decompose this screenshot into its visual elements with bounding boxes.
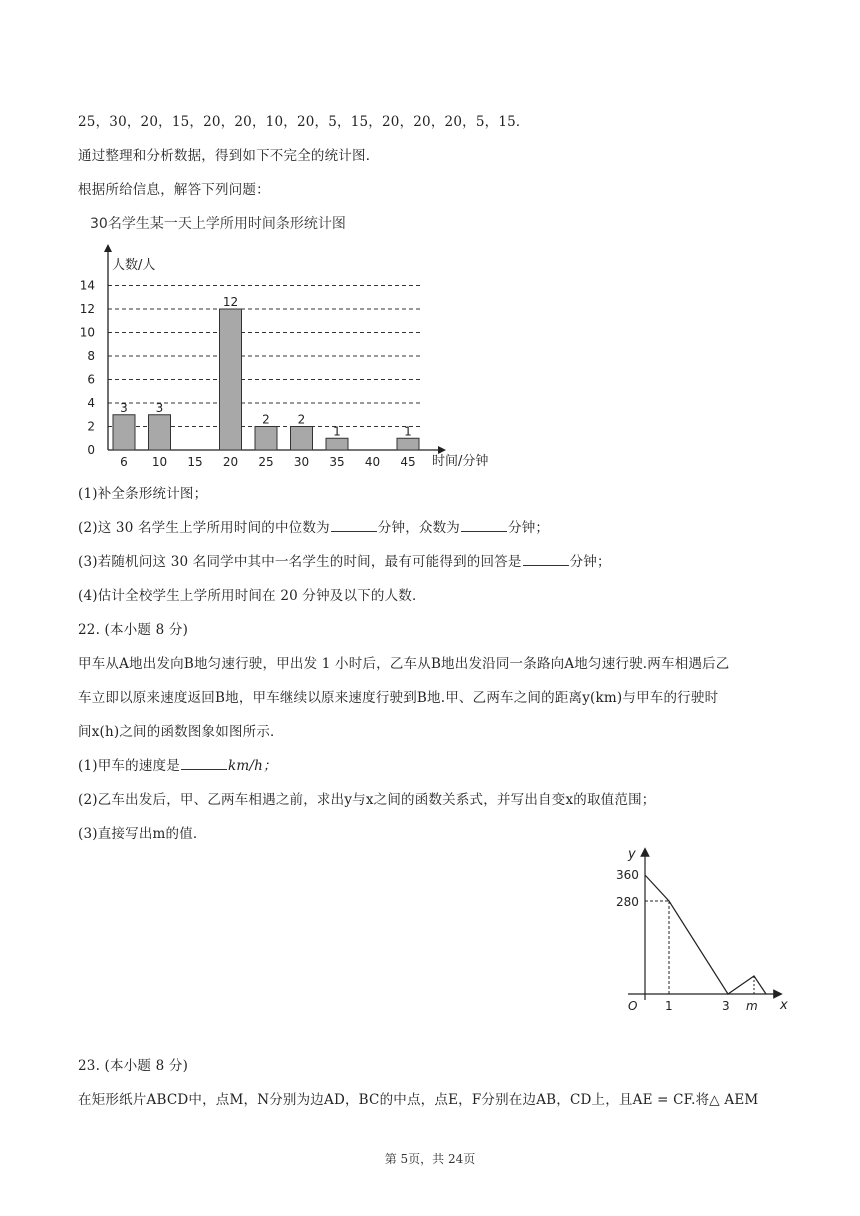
x-tick-label: 35 bbox=[329, 455, 345, 469]
bar-value-label: 1 bbox=[404, 424, 412, 439]
y-tick-label: 14 bbox=[79, 278, 95, 293]
x-label-3: 3 bbox=[722, 999, 730, 1013]
answer-blank bbox=[181, 756, 227, 770]
q21-part2-c: 分钟； bbox=[508, 520, 550, 536]
bar bbox=[326, 438, 348, 450]
q21-part4: (4)估计全校学生上学所用时间在 20 分钟及以下的人数． bbox=[78, 588, 426, 604]
x-label-1: 1 bbox=[665, 999, 673, 1013]
x-axis-label: x bbox=[780, 998, 788, 1013]
q22-paragraph-1: 甲车从A地出发向B地匀速行驶，甲出发 1 小时后，乙车从B地出发沿同一条路向A地匀速行驶.两车相遇后乙 bbox=[78, 656, 730, 672]
x-tick-label: 30 bbox=[293, 455, 310, 469]
q21-part1: (1)补全条形统计图； bbox=[78, 486, 208, 502]
data-row: 25，30，20，15，20，20，10，20，5，15，20，20，20，5，15． bbox=[78, 114, 530, 130]
x-tick-label: 40 bbox=[364, 455, 381, 469]
x-axis-label: 时间/分钟 bbox=[432, 454, 489, 469]
q23-paragraph-1: 在矩形纸片ABCD中，点M，N分别为边AD，BC的中点，点E，F分别在边AB，CD上，且AE = CF.将△ AEM bbox=[78, 1092, 759, 1108]
q22-paragraph-3: 间x(h)之间的函数图象如图所示． bbox=[78, 724, 284, 740]
y-tick-label: 10 bbox=[79, 325, 95, 340]
function-graph bbox=[608, 842, 798, 1022]
bar-chart bbox=[70, 208, 520, 474]
x-tick-label: 15 bbox=[187, 455, 203, 469]
answer-blank bbox=[461, 518, 507, 532]
y-axis-arrow bbox=[104, 244, 112, 252]
bar-value-label: 12 bbox=[222, 295, 239, 309]
q22-part1 bbox=[78, 756, 277, 776]
q21-part2-a: (2)这 30 名学生上学所用时间的中位数为 bbox=[78, 520, 330, 536]
y-tick-label: 4 bbox=[87, 396, 95, 410]
q22-part3: (3)直接写出m的值． bbox=[78, 826, 207, 842]
q21-part3 bbox=[78, 552, 611, 572]
y-tick-label: 6 bbox=[87, 372, 95, 387]
bar-value-label: 3 bbox=[155, 400, 164, 415]
bar bbox=[397, 438, 419, 450]
y-axis-label: 人数/人 bbox=[112, 258, 156, 273]
x-tick-label: 6 bbox=[120, 455, 128, 469]
bar bbox=[149, 415, 171, 450]
q22-paragraph-2: 车立即以原来速度返回B地，甲车继续以原来速度行驶到B地.甲、乙两车之间的距离y(km)与甲车的行驶时 bbox=[78, 690, 719, 706]
instruction: 根据所给信息，解答下列问题： bbox=[78, 182, 270, 198]
bar bbox=[255, 427, 277, 451]
intro-sentence: 通过整理和分析数据，得到如下不完全的统计图． bbox=[78, 148, 380, 164]
bar-value-label: 2 bbox=[262, 412, 270, 427]
x-tick-label: 45 bbox=[400, 455, 416, 469]
x-tick-label: 25 bbox=[258, 455, 274, 469]
y-tick-label: 12 bbox=[79, 302, 95, 316]
y-label-280: 280 bbox=[616, 895, 639, 909]
y-label-360: 360 bbox=[616, 868, 639, 882]
answer-blank bbox=[331, 518, 377, 532]
bar-value-label: 2 bbox=[297, 412, 306, 427]
y-tick-label: 8 bbox=[87, 349, 95, 363]
answer-blank bbox=[523, 552, 569, 566]
x-tick-label: 10 bbox=[151, 455, 168, 469]
q22-heading: 22. (本小题 8 分) bbox=[78, 622, 189, 638]
chart-title: 30名学生某一天上学所用时间条形统计图 bbox=[90, 216, 346, 232]
q22-part2: (2)乙车出发后，甲、乙两车相遇之前，求出y与x之间的函数关系式，并写出自变x的取值范围； bbox=[78, 792, 656, 808]
y-tick-label: 2 bbox=[87, 419, 95, 434]
q21-part3-a: (3)若随机问这 30 名同学中其中一名学生的时间，最有可能得到的回答是 bbox=[78, 554, 522, 570]
q22-part1-a: (1)甲车的速度是 bbox=[78, 758, 180, 774]
q21-part3-b: 分钟； bbox=[569, 554, 611, 570]
x-tick-label: 20 bbox=[222, 455, 239, 469]
q23-heading: 23. (本小题 8 分) bbox=[78, 1058, 189, 1074]
q22-part1-unit: km/h； bbox=[227, 758, 277, 774]
page-footer: 第 5页，共 24页 bbox=[384, 1152, 476, 1166]
x-axis-arrow bbox=[438, 446, 446, 454]
distance-function-line bbox=[645, 875, 766, 994]
bar bbox=[291, 427, 313, 451]
bar-value-label: 3 bbox=[120, 400, 128, 415]
q21-part2-b: 分钟，众数为 bbox=[377, 520, 460, 536]
y-tick-label: 0 bbox=[87, 443, 95, 457]
origin-label: O bbox=[628, 999, 638, 1013]
y-axis-label: y bbox=[628, 847, 636, 862]
x-label-m: m bbox=[746, 999, 758, 1013]
bar-value-label: 1 bbox=[333, 424, 341, 439]
bar bbox=[113, 415, 135, 450]
q21-part2 bbox=[78, 518, 549, 538]
bar bbox=[220, 309, 242, 450]
